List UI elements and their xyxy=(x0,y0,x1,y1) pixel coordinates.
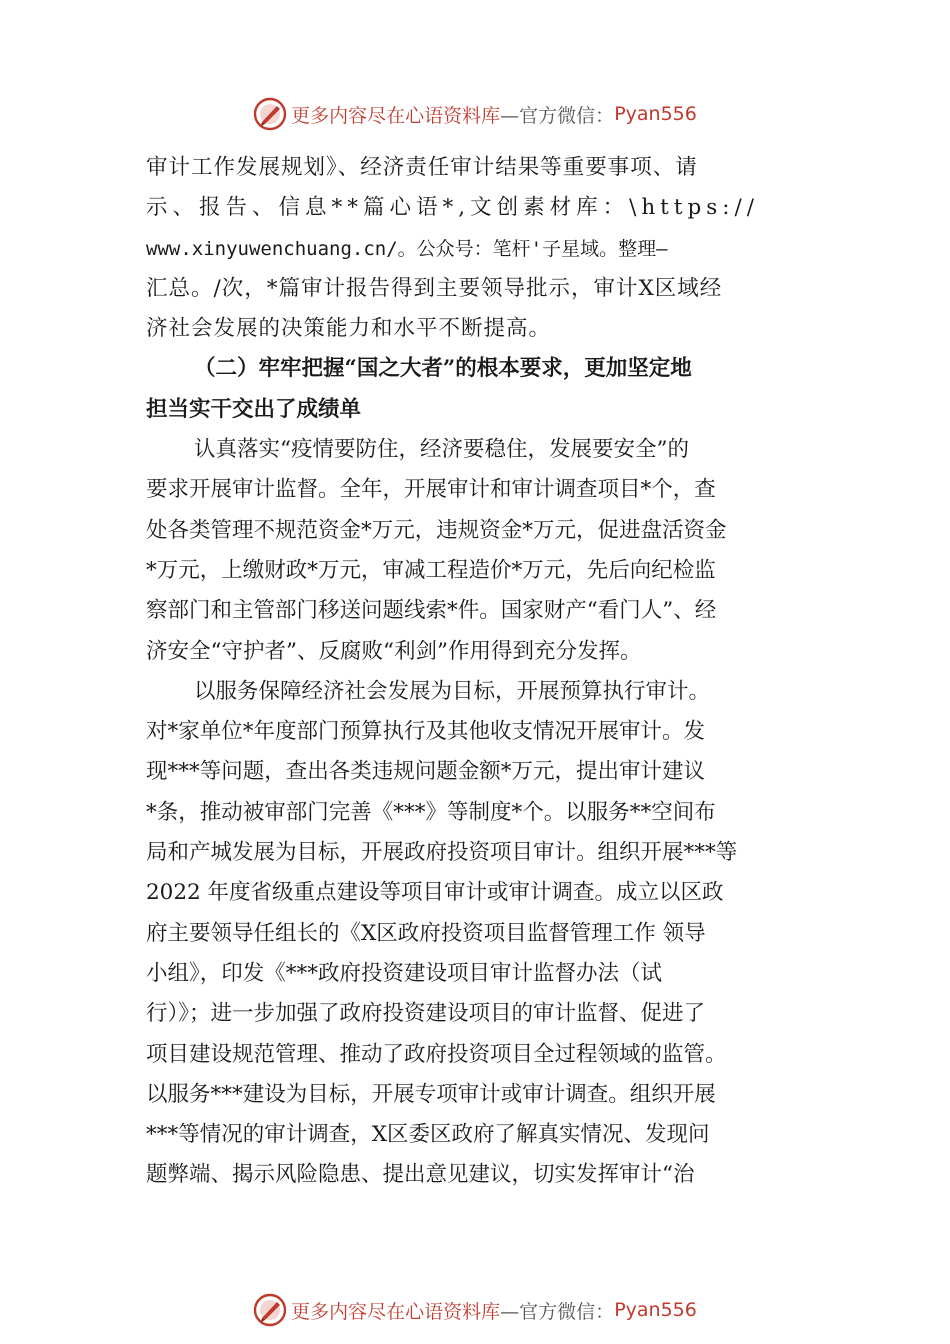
text-line: 2022 年度省级重点建设等项目审计或审计调查。成立以区政 xyxy=(146,880,724,906)
text-line: 题弊端、揭示风险隐患、提出意见建议，切实发挥审计“治 xyxy=(146,1162,695,1188)
banner-wechat-id: Pyan556 xyxy=(614,1299,697,1321)
text-line: 以服务***建设为目标，开展专项审计或审计调查。组织开展 xyxy=(146,1081,716,1107)
text-line: 审计工作发展规划》、经济责任审计结果等重要事项、请 xyxy=(146,155,698,180)
banner-wechat-id: Pyan556 xyxy=(614,103,697,125)
footer-banner xyxy=(0,1290,950,1330)
text-line: 汇总。/次，*篇审计报告得到主要领导批示，审计X区域经 xyxy=(146,275,723,301)
text-line: 处各类管理不规范资金*万元，违规资金*万元，促进盘活资金 xyxy=(146,517,727,543)
text-line: *万元，上缴财政*万元，审减工程造价*万元，先后向纪检监 xyxy=(146,557,716,583)
banner-wechat-label: —官方微信： xyxy=(500,104,615,127)
text-line: 认真落实“疫情要防住，经济要稳住，发展要安全”的 xyxy=(194,437,689,463)
text-line: 示、报告、信息**篇心语*,文创素材库：\https:// xyxy=(146,195,759,221)
text-line: www.xinyuwenchuang.cn/。公众号：笔杆'子星域。整理— xyxy=(146,237,668,260)
text-line: 济安全“守护者”、反腐败“利剑”作用得到充分发挥。 xyxy=(146,638,642,664)
banner-wechat-label: —官方微信： xyxy=(500,1300,615,1323)
banner-title: 更多内容尽在心语资料库 xyxy=(291,1300,501,1323)
text-line: 察部门和主管部门移送问题线索*件。国家财产“看门人”、经 xyxy=(146,598,717,624)
text-line: 项目建设规范管理、推动了政府投资项目全过程领域的监管。 xyxy=(146,1041,727,1067)
text-line: 以服务保障经济社会发展为目标，开展预算执行审计。 xyxy=(194,678,711,704)
pen-logo-icon xyxy=(253,97,287,131)
text-line: 现***等问题，查出各类违规问题金额*万元，提出审计建议 xyxy=(146,759,706,785)
section-heading: （二）牢牢把握“国之大者”的根本要求，更加坚定地 xyxy=(194,356,692,382)
text-line: 小组》，印发《***政府投资建设项目审计监督办法（试 xyxy=(146,960,663,986)
text-line: 府主要领导任组长的《X区政府投资项目监督管理工作 领导 xyxy=(146,920,706,946)
text-line: 对*家单位*年度部门预算执行及其他收支情况开展审计。发 xyxy=(146,719,706,745)
banner-title: 更多内容尽在心语资料库 xyxy=(291,104,501,127)
header-banner xyxy=(0,94,950,134)
text-line: *条，推动被审部门完善《***》等制度*个。以服务**空间布 xyxy=(146,799,716,825)
text-line: 济社会发展的决策能力和水平不断提高。 xyxy=(146,316,552,342)
text-line: 行）》；进一步加强了政府投资建设项目的审计监督、促进了 xyxy=(146,1001,706,1027)
section-heading-cont: 担当实干交出了成绩单 xyxy=(146,396,362,422)
text-line: 要求开展审计监督。全年，开展审计和审计调查项目*个，查 xyxy=(146,477,716,503)
text-line: ***等情况的审计调查，X区委区政府了解真实情况、发现问 xyxy=(146,1122,710,1148)
pen-logo-icon xyxy=(253,1293,287,1327)
document-body xyxy=(146,148,811,1196)
text-line: 局和产城发展为目标，开展政府投资项目审计。组织开展***等 xyxy=(146,840,738,866)
